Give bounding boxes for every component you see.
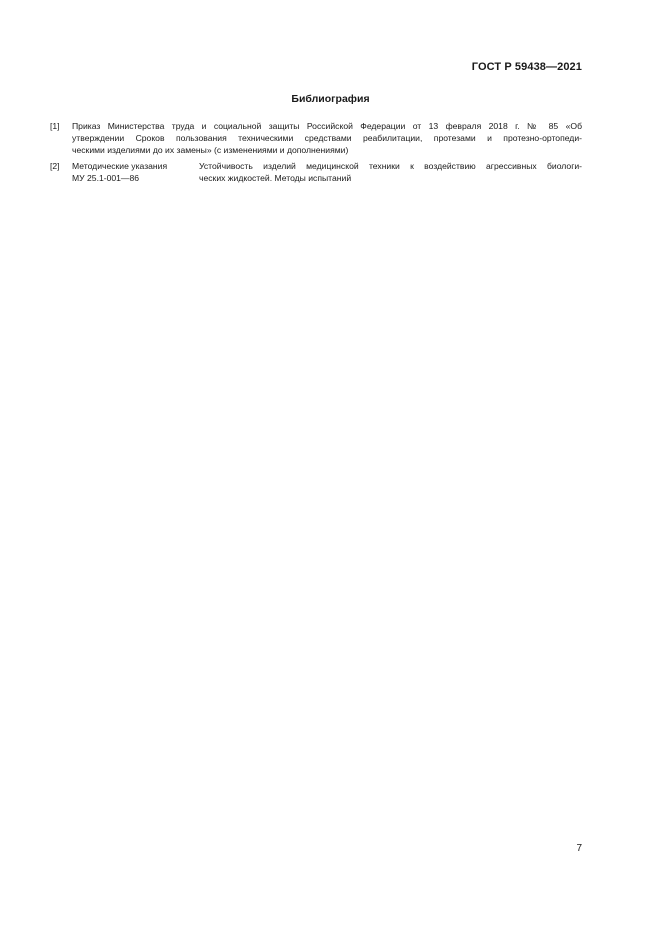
entry-text-line: ческими изделиями до их замены» (с изменениями и дополнениями) [72, 145, 349, 155]
entry-description-line: Устойчивость изделий медицинской техники к воздействию агрессивных биологи- [199, 161, 582, 171]
document-code: ГОСТ Р 59438—2021 [471, 61, 582, 73]
entry-number: [1] [50, 121, 60, 131]
page-number: 7 [576, 843, 582, 854]
entry-number: [2] [50, 161, 60, 171]
entry-source [72, 160, 197, 184]
entry-source-line: МУ 25.1-001—86 [72, 173, 140, 183]
entry-description-line: ческих жидкостей. Методы испытаний [199, 173, 352, 183]
entry-description [199, 160, 582, 184]
entry-text [72, 120, 582, 156]
bibliography-title: Библиография [291, 93, 370, 105]
entry-text-line: Приказ Министерства труда и социальной защиты Российской Федерации от 13 февраля 2018 г. № 85 «Об [72, 121, 582, 131]
entry-source-line: Методические указания [72, 161, 168, 171]
entry-text-line: утверждении Сроков пользования техническими средствами реабилитации, протезами и протезно-ортопеди- [72, 133, 582, 143]
